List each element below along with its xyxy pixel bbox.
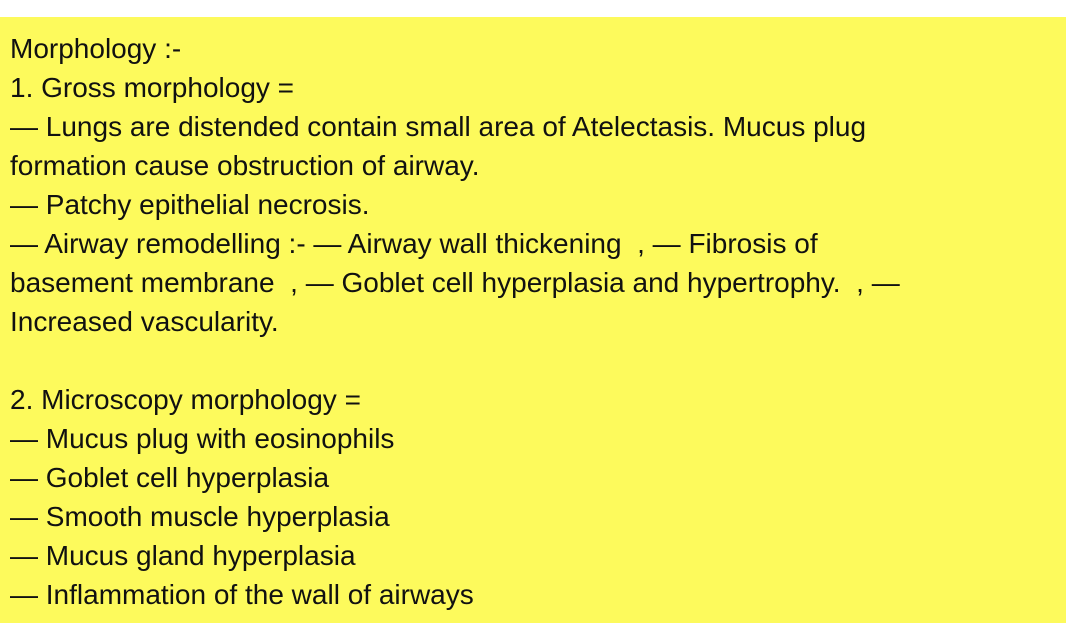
gross-line: formation cause obstruction of airway. [10,150,480,181]
micro-line: — Mucus gland hyperplasia [10,540,356,571]
gross-line: — Patchy epithelial necrosis. [10,189,370,220]
microscopy-morphology-title: 2. Microscopy morphology = [10,384,361,415]
micro-line: — Goblet cell hyperplasia [10,462,330,493]
micro-line: — Smooth muscle hyperplasia [10,501,390,532]
gross-line: — Airway remodelling :- — Airway wall thickening , — Fibrosis of [10,228,818,259]
section-spacer [10,341,1056,380]
micro-line: — Mucus plug with eosinophils [10,423,395,454]
gross-line: basement membrane , — Goblet cell hyperplasia and hypertrophy. , — [10,267,900,298]
gross-morphology-title: 1. Gross morphology = [10,72,295,103]
gross-line: — Lungs are distended contain small area of Atelectasis. Mucus plug [10,111,867,142]
gross-line: Increased vascularity. [10,306,279,337]
note-heading: Morphology :- [10,33,182,64]
note-card [0,17,1066,623]
micro-line: — Inflammation of the wall of airways [10,579,474,610]
